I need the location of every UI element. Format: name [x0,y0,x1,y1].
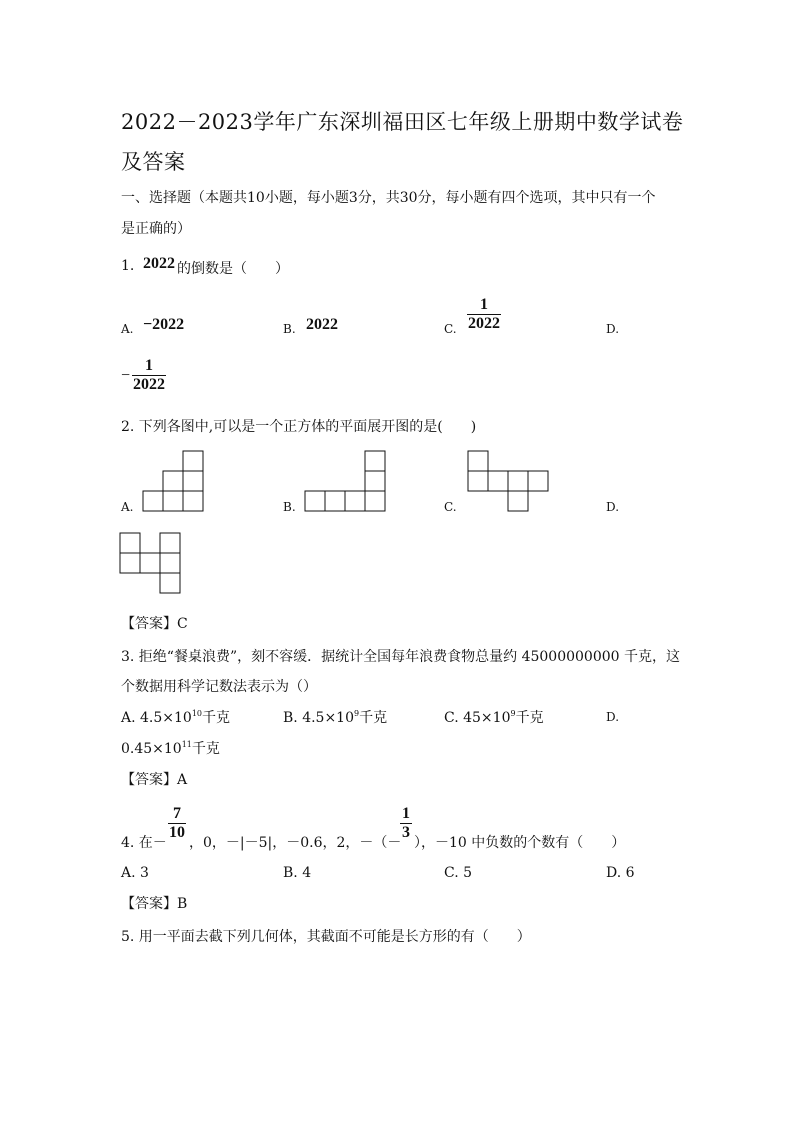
q3-option-c [444,707,544,727]
q1-stem: 的倒数是（ ） [177,261,289,277]
q4-option-b: B. 4 [283,865,312,881]
q2-stem: 2. 下列各图中,可以是一个正方体的平面展开图的是( ) [121,419,477,435]
q4-prefix: 4. 在－ [121,835,167,851]
q4-fraction-1-denominator: 10 [169,824,185,842]
q4-middle-text: ，0，－|－5|，－0.6，2，－（－ [189,835,402,851]
q3-option-b-exponent: 9 [354,709,360,718]
document-title-line1: 2022－2023学年广东深圳福田区七年级上册期中数学试卷 [121,110,684,134]
q3-option-d-base: 0.45×10 [121,741,182,757]
document-title-line2: 及答案 [121,150,186,174]
q2-option-d-label: D. [606,500,620,514]
q1-number: 1. [121,258,135,274]
q3-answer: 【答案】A [121,772,188,788]
q4-suffix: ），－10 中负数的个数有（ ） [414,835,626,851]
q2-option-a-label: A. [121,500,134,514]
q3-option-a-base: A. 4.5×10 [121,710,192,726]
q2-option-b-label: B. [283,500,296,514]
q1-option-c-fraction [467,296,501,333]
q3-option-a-unit: 千克 [202,710,231,726]
q3-option-b-unit: 千克 [359,710,388,726]
q3-option-c-unit: 千克 [515,710,544,726]
q3-option-a [121,707,230,727]
q5-stem: 5. 用一平面去截下列几何体，其截面不可能是长方形的有（ ） [121,929,531,945]
q2-option-a-cube-net [143,451,205,513]
q3-stem-line1: 3. 拒绝“餐桌浪费”，刻不容缓．据统计全国每年浪费食物总量约 45000000000 千克，这 [121,649,681,665]
q4-answer: 【答案】B [121,896,188,912]
q4-fraction-1 [168,805,186,842]
q3-option-d-unit: 千克 [191,741,220,757]
q1-option-a-value: −2022 [143,316,185,333]
q1-option-b-label: B. [283,322,296,336]
q2-answer: 【答案】C [121,616,188,632]
q1-option-d-denominator: 2022 [133,376,165,394]
q4-fraction-1-numerator: 7 [173,805,181,822]
q1-option-d-label: D. [606,322,620,336]
q4-fraction-2 [400,805,412,842]
q3-option-d [121,738,220,758]
q4-option-d: D. 6 [606,865,635,881]
q4-option-c: C. 5 [444,865,473,881]
q1-option-a-label: A. [121,322,134,336]
q1-option-d-fraction [132,357,166,394]
q1-option-c-denominator: 2022 [468,315,500,333]
q3-option-b-base: B. 4.5×10 [283,710,354,726]
q2-option-b-cube-net [305,451,387,513]
q1-option-b-value: 2022 [306,316,338,333]
q2-option-d-cube-net [120,533,182,595]
q4-fraction-2-denominator: 3 [402,824,410,842]
q4-option-a: A. 3 [121,865,149,881]
q4-fraction-2-numerator: 1 [402,805,410,822]
q3-option-d-exponent: 11 [181,740,192,749]
q3-option-b [283,707,387,727]
q1-option-c-numerator: 1 [480,296,488,313]
q1-option-d-sign: − [121,367,131,384]
q2-option-c-cube-net [468,451,550,513]
q3-option-d-label: D. [606,710,620,724]
q3-stem-line2: 个数据用科学记数法表示为（） [121,679,317,695]
q1-option-d-numerator: 1 [145,357,153,374]
q1-option-c-label: C. [444,322,457,336]
q2-option-c-label: C. [444,500,457,514]
section-header-line1: 一、选择题（本题共10小题，每小题3分，共30分，每小题有四个选项，其中只有一个 [121,190,656,206]
q3-option-a-exponent: 10 [191,709,203,718]
q3-option-c-base: C. 45×10 [444,710,511,726]
q3-option-c-exponent: 9 [510,709,516,718]
section-header-line2: 是正确的） [121,221,191,237]
q1-expression: 2022 [143,255,175,272]
